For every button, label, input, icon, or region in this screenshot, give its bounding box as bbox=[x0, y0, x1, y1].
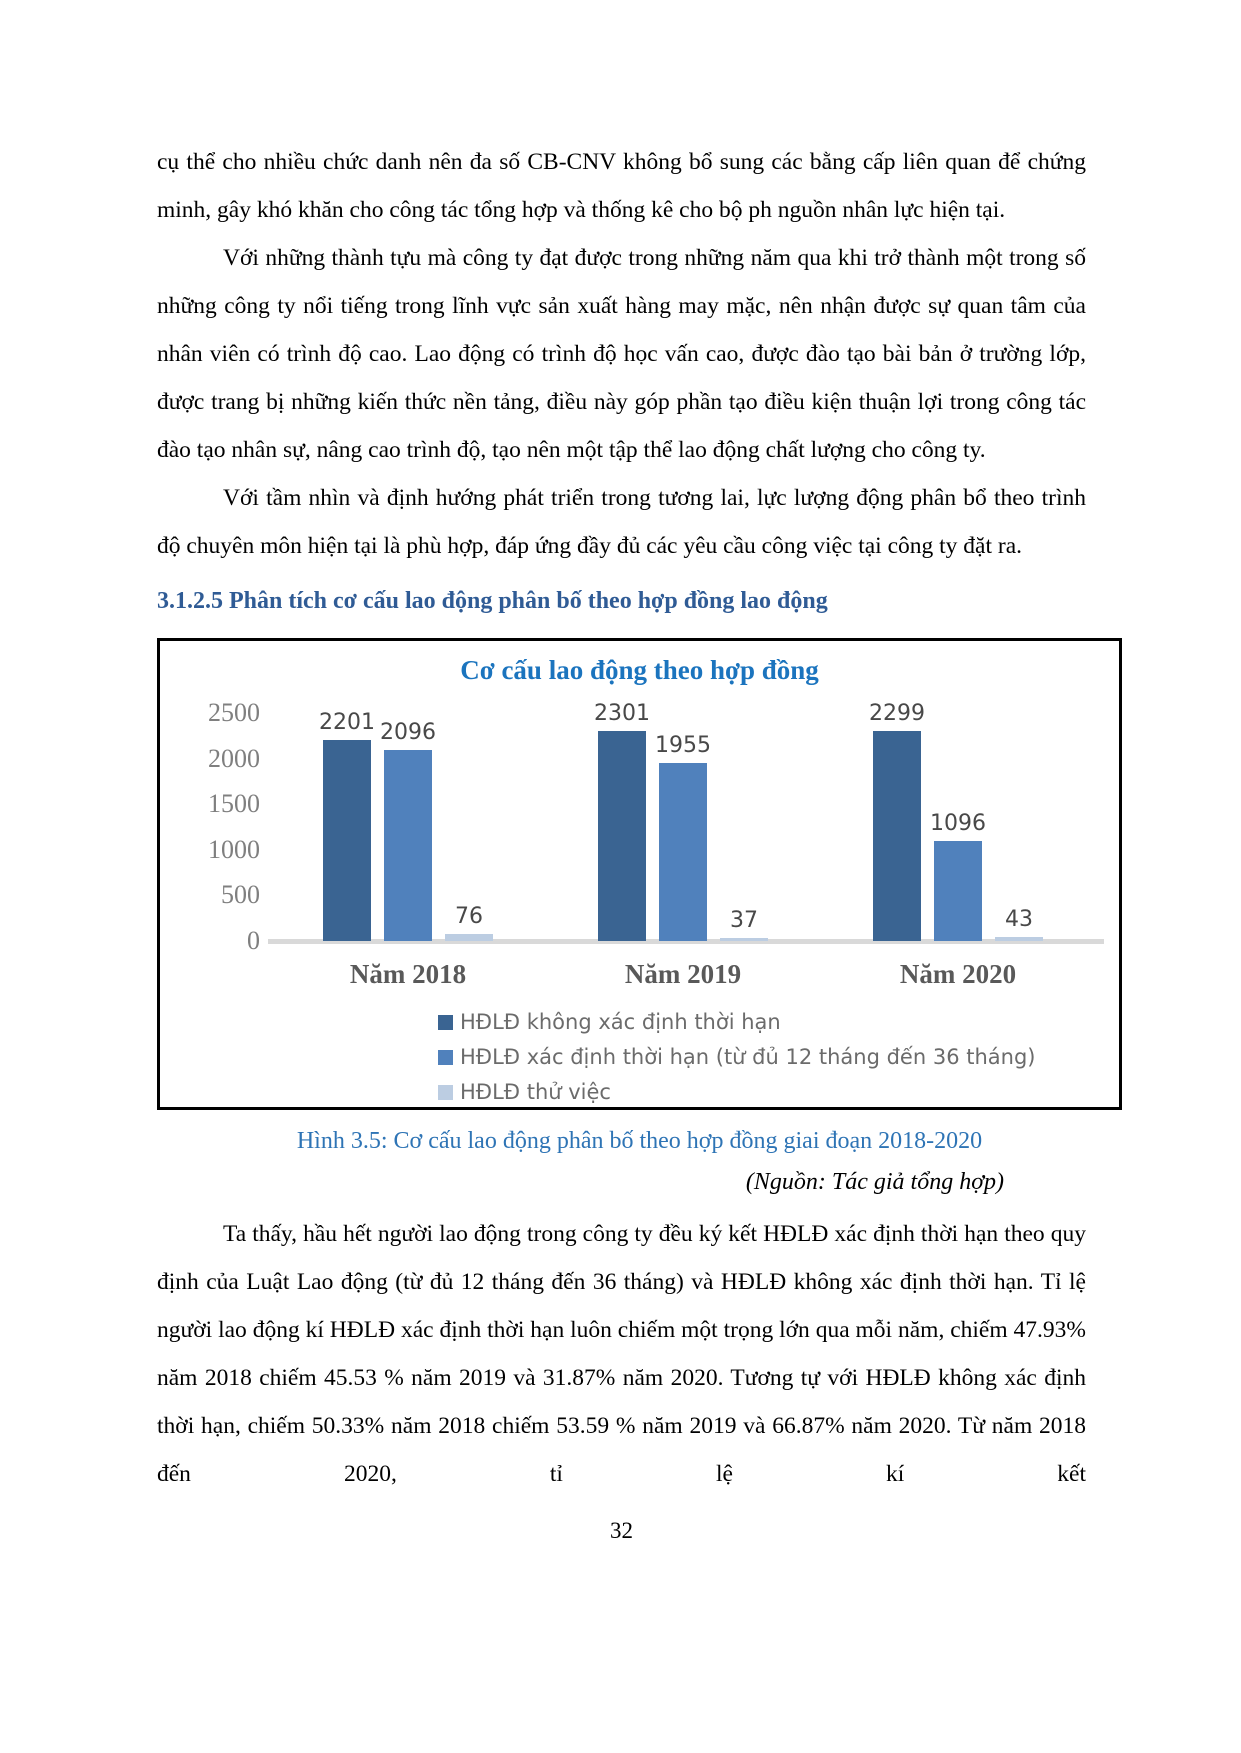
x-axis-category-label: Năm 2018 bbox=[349, 959, 467, 989]
legend-item bbox=[438, 1044, 1035, 1070]
chart-bar bbox=[720, 938, 768, 941]
legend-label: HĐLĐ không xác định thời hạn bbox=[460, 1010, 781, 1034]
x-axis-category-label: Năm 2020 bbox=[899, 959, 1017, 989]
y-axis-tick-label: 1000 bbox=[208, 834, 260, 864]
y-axis-tick-label: 2500 bbox=[208, 698, 260, 727]
legend-swatch bbox=[438, 1015, 453, 1030]
paragraph-1: cụ thể cho nhiều chức danh nên đa số CB-CNV không bổ sung các bằng cấp liên quan để chứng minh, gây khó khăn cho công tác tổng hợp và thống kê cho bộ ph nguồn nhân lực hiện tại. bbox=[157, 149, 1086, 223]
y-axis-tick-label: 2000 bbox=[208, 743, 260, 773]
bar-value-label: 2301 bbox=[594, 701, 650, 726]
legend-swatch bbox=[438, 1085, 453, 1100]
legend-label: HĐLĐ xác định thời hạn (từ đủ 12 tháng đến 36 tháng) bbox=[460, 1045, 1036, 1069]
bar-value-label: 43 bbox=[1005, 907, 1033, 932]
figure-chart bbox=[157, 638, 1122, 1110]
bar-value-label: 2096 bbox=[380, 720, 436, 745]
y-axis-tick-label: 1500 bbox=[208, 789, 260, 819]
legend-item bbox=[438, 1009, 781, 1035]
chart-bar bbox=[323, 740, 371, 941]
figure-caption: Hình 3.5: Cơ cấu lao động phân bố theo hợp đồng giai đoạn 2018-2020 bbox=[296, 1128, 983, 1154]
paragraph-4: Ta thấy, hầu hết người lao động trong công ty đều ký kết HĐLĐ xác định thời hạn theo quy định của Luật Lao động (từ đủ 12 tháng đến 36 tháng) và HĐLĐ không xác định thời hạn. Tỉ lệ người lao động kí HĐLĐ xác định thời hạn luôn chiếm một trọng lớn qua mỗi năm, chiếm 47.93% năm 2018 chiếm 45.53 % năm 2019 và 31.87% năm 2020. Tương tự với HĐLĐ không xác định thời hạn, chiếm 50.33% năm 2018 chiếm 53.59 % năm 2019 và 66.87% năm 2020. Từ năm 2018 đến 2020, tỉ lệ kí kết bbox=[157, 1221, 1086, 1487]
chart-bar bbox=[445, 934, 493, 941]
bar-value-label: 76 bbox=[455, 904, 483, 929]
bar-value-label: 37 bbox=[730, 908, 758, 933]
legend-item bbox=[438, 1079, 611, 1105]
x-axis-category-label: Năm 2019 bbox=[624, 959, 742, 989]
bar-value-label: 2201 bbox=[319, 710, 375, 735]
page-content bbox=[157, 0, 1086, 1544]
legend-swatch bbox=[438, 1050, 453, 1065]
bar-value-label: 1955 bbox=[655, 733, 711, 758]
chart-bar bbox=[995, 937, 1043, 941]
chart-bar bbox=[598, 731, 646, 941]
y-axis-tick-label: 500 bbox=[221, 880, 260, 910]
paragraph-2: Với những thành tựu mà công ty đạt được trong những năm qua khi trở thành một trong số những công ty nổi tiếng trong lĩnh vực sản xuất hàng may mặc, nên nhận được sự quan tâm của nhân viên có trình độ cao. Lao động có trình độ học vấn cao, được đào tạo bài bản ở trường lớp, được trang bị những kiến thức nền tảng, điều này góp phần tạo điều kiện thuận lợi trong công tác đào tạo nhân sự, nâng cao trình độ, tạo nên một tập thể lao động chất lượng cho công ty. bbox=[157, 245, 1086, 463]
page-number: 32 bbox=[610, 1518, 633, 1543]
paragraph-3: Với tầm nhìn và định hướng phát triển trong tương lai, lực lượng động phân bổ theo trình độ chuyên môn hiện tại là phù hợp, đáp ứng đầy đủ các yêu cầu công việc tại công ty đặt ra. bbox=[157, 485, 1086, 559]
chart-title: Cơ cấu lao động theo hợp đồng bbox=[460, 655, 819, 685]
y-axis-tick-label: 0 bbox=[247, 926, 260, 955]
legend-label: HĐLĐ thử việc bbox=[460, 1080, 611, 1104]
section-heading: 3.1.2.5 Phân tích cơ cấu lao động phân bố theo hợp đồng lao động bbox=[157, 588, 828, 614]
bar-value-label: 2299 bbox=[869, 701, 925, 726]
bar-value-label: 1096 bbox=[930, 811, 986, 836]
source-note: (Nguồn: Tác giả tổng hợp) bbox=[745, 1169, 1004, 1195]
